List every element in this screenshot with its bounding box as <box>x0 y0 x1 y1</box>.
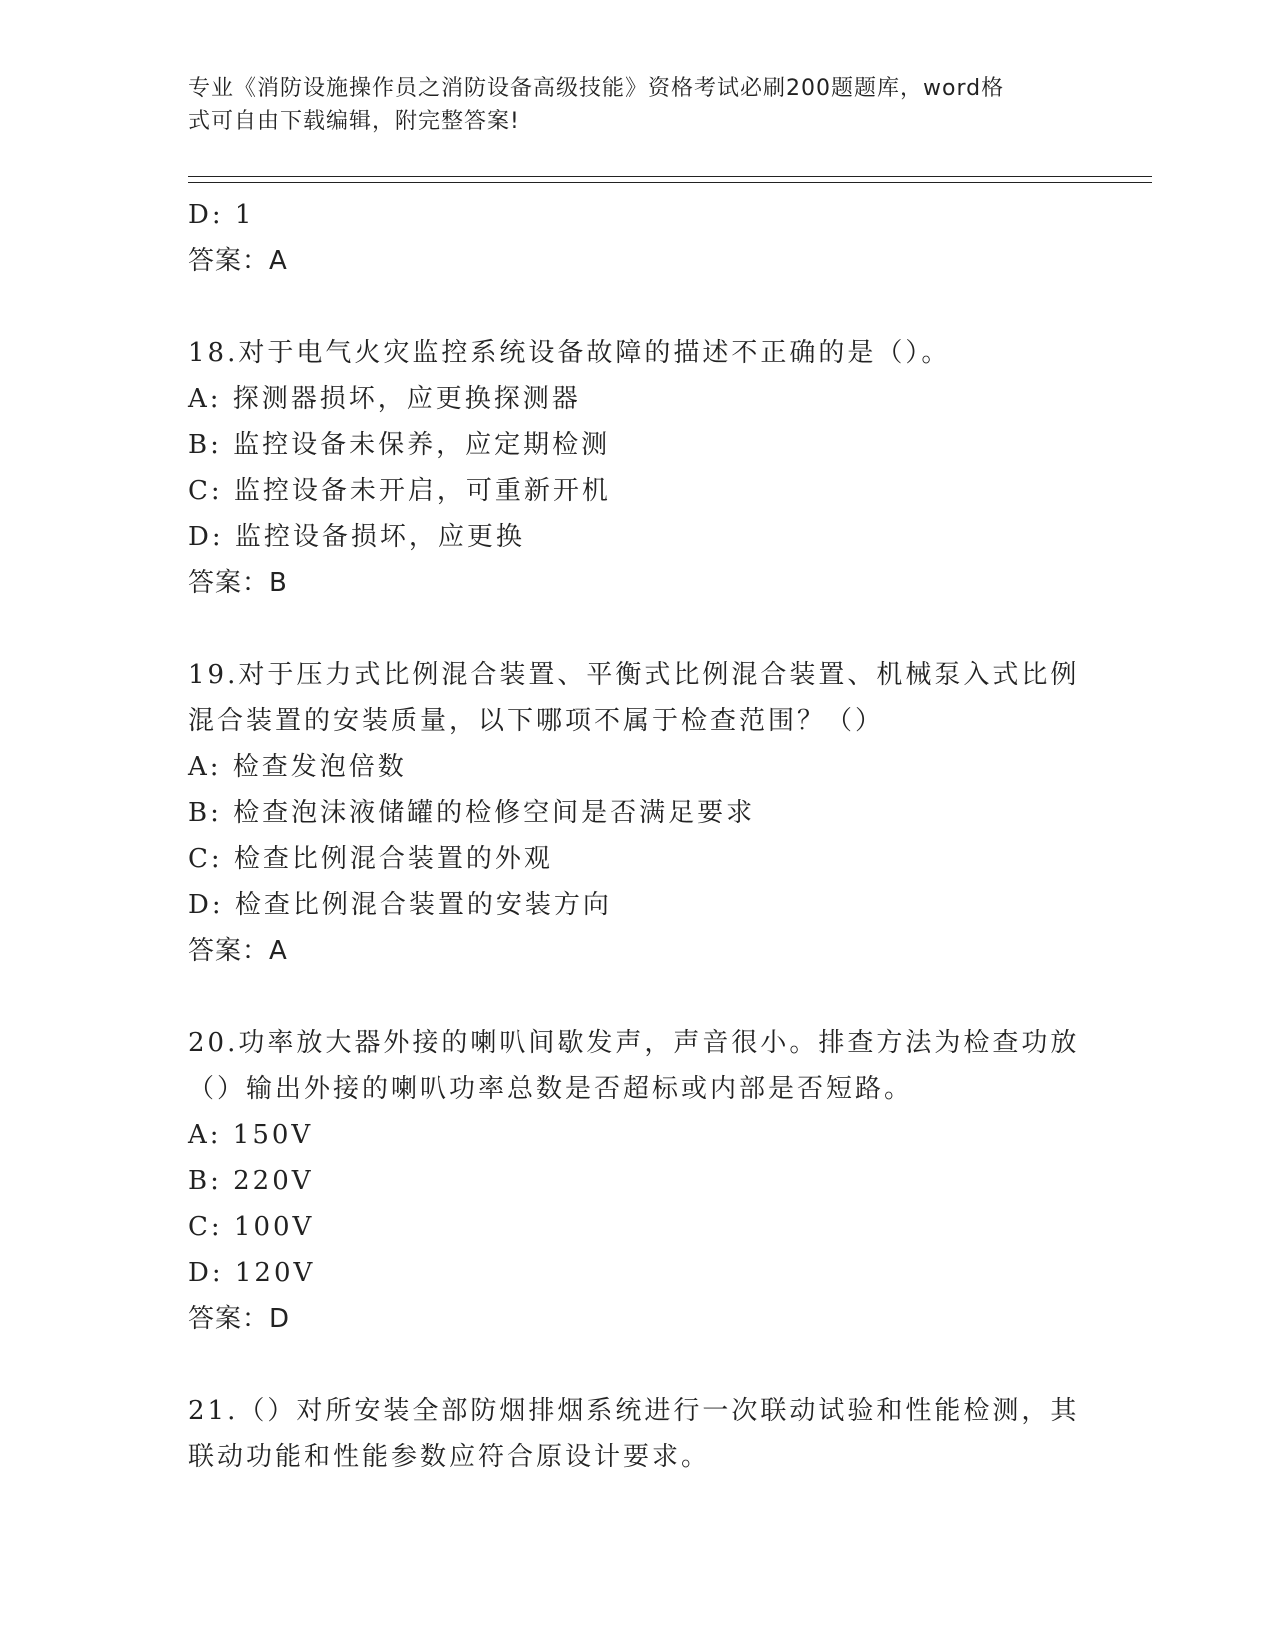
option-b: B: 检查泡沫液储罐的检修空间是否满足要求 <box>188 798 756 828</box>
question-list <box>188 192 1088 1480</box>
option-d: D: 监控设备损坏，应更换 <box>188 522 525 552</box>
option-a: A: 探测器损坏，应更换探测器 <box>188 384 581 414</box>
question-19 <box>188 652 1088 974</box>
question-stem-continued: 联动功能和性能参数应符合原设计要求。 <box>188 1442 711 1472</box>
option-d: D: 检查比例混合装置的安装方向 <box>188 890 612 920</box>
header-line-1: 专业《消防设施操作员之消防设备高级技能》资格考试必刷200题题库，word格 <box>188 76 1005 101</box>
option-b: B: 监控设备未保养，应定期检测 <box>188 430 611 460</box>
question-21 <box>188 1388 1088 1480</box>
spacer <box>188 606 1088 652</box>
question-18 <box>188 330 1088 606</box>
option-d: D: 1 <box>188 200 255 230</box>
header-line-2: 式可自由下载编辑，附完整答案! <box>188 109 520 134</box>
question-stem: 18.对于电气火灾监控系统设备故障的描述不正确的是（）。 <box>188 338 951 368</box>
answer-line: 答案：B <box>188 568 288 598</box>
answer-line: 答案：D <box>188 1304 291 1334</box>
header-divider-top <box>188 176 1152 177</box>
spacer <box>188 284 1088 330</box>
question-stem: 21.（）对所安装全部防烟排烟系统进行一次联动试验和性能检测，其 <box>188 1396 1080 1426</box>
option-c: C: 监控设备未开启，可重新开机 <box>188 476 611 506</box>
spacer <box>188 974 1088 1020</box>
question-stem-continued: （）输出外接的喇叭功率总数是否超标或内部是否短路。 <box>188 1074 914 1104</box>
question-stem: 20.功率放大器外接的喇叭间歇发声，声音很小。排查方法为检查功放 <box>188 1028 1080 1058</box>
option-c: C: 100V <box>188 1212 315 1242</box>
option-a: A: 检查发泡倍数 <box>188 752 407 782</box>
question-stem: 19.对于压力式比例混合装置、平衡式比例混合装置、机械泵入式比例 <box>188 660 1080 690</box>
spacer <box>188 1342 1088 1388</box>
option-d: D: 120V <box>188 1258 316 1288</box>
answer-line: 答案：A <box>188 936 288 966</box>
question-20 <box>188 1020 1088 1342</box>
header-divider-bottom <box>188 182 1152 183</box>
question-stem-continued: 混合装置的安装质量，以下哪项不属于检查范围？（） <box>188 706 885 736</box>
option-a: A: 150V <box>188 1120 314 1150</box>
page-header <box>188 72 1068 138</box>
answer-line: 答案：A <box>188 246 288 276</box>
option-b: B: 220V <box>188 1166 314 1196</box>
option-c: C: 检查比例混合装置的外观 <box>188 844 553 874</box>
